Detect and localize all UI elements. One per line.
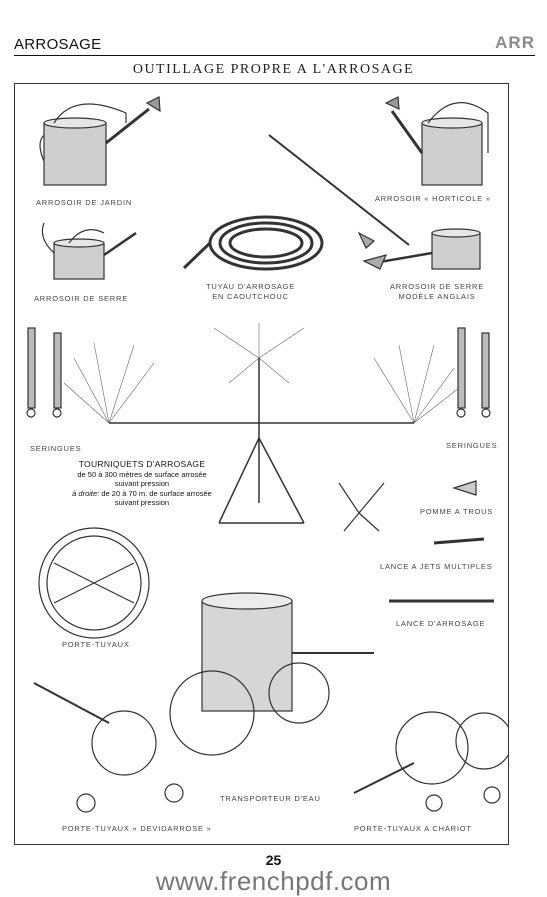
section-tab: ARR — [495, 33, 535, 52]
tourniquets-line3-rest: de 20 à 70 m. de surface arrosée — [99, 488, 212, 498]
caption-anglais-line2: MODÈLE ANGLAIS — [398, 292, 476, 301]
caption-lance-arrosage: LANCE D'ARROSAGE — [396, 619, 486, 628]
small-sprinkler-illustration — [339, 483, 384, 531]
long-lance-illustration — [269, 135, 409, 245]
tourniquets-title: TOURNIQUETS D'ARROSAGE — [78, 459, 206, 469]
watermark-link[interactable]: www.frenchpdf.com — [155, 866, 392, 896]
tourniquets-line3 — [48, 489, 236, 499]
caption-tuyau — [206, 282, 295, 302]
plate-title: OUTILLAGE PROPRE A L'ARROSAGE — [132, 62, 415, 77]
tourniquets-line4: suivant pression — [114, 498, 170, 507]
caption-arrosoir-horticole: ARROSOIR « HORTICOLE » — [375, 194, 491, 203]
multi-jet-lance-illustration — [434, 539, 484, 543]
garden-watering-can-illustration — [40, 97, 160, 185]
devidarrose-reel-illustration — [34, 683, 183, 812]
caption-lance-jets: LANCE A JETS MULTIPLES — [380, 562, 493, 571]
hose-reel-illustration — [39, 528, 149, 638]
caption-devidarrose: PORTE-TUYAUX « DEVIDARROSE » — [62, 824, 212, 833]
water-cart-illustration — [170, 593, 374, 755]
caption-seringues-left: SERINGUES — [30, 444, 82, 453]
rose-nozzle-illustration — [454, 481, 476, 495]
tourniquets-legend — [48, 460, 236, 508]
syringes-right-illustration — [457, 328, 490, 417]
tourniquets-line3-italic: à droite: — [72, 488, 100, 498]
greenhouse-watering-can-illustration — [42, 223, 136, 279]
caption-seringues-right: SERINGUES — [446, 441, 498, 450]
caption-arrosoir-anglais — [390, 282, 484, 302]
syringes-left-illustration — [27, 328, 61, 417]
hose-cart-illustration — [354, 712, 509, 811]
header-rule — [14, 55, 535, 56]
tourniquets-line2: suivant pression — [114, 479, 170, 488]
caption-anglais-line1: ARROSOIR DE SERRE — [390, 282, 485, 291]
section-title: ARROSAGE — [14, 36, 102, 53]
caption-tuyau-line1: TUYAU D'ARROSAGE — [206, 282, 296, 291]
rubber-hose-coil-illustration — [184, 217, 322, 269]
caption-porte-tuyaux: PORTE-TUYAUX — [62, 640, 130, 649]
caption-arrosoir-serre: ARROSOIR DE SERRE — [34, 294, 129, 303]
caption-tuyau-line2: EN CAOUTCHOUC — [212, 292, 289, 301]
caption-pomme: POMME A TROUS — [420, 507, 494, 516]
caption-chariot: PORTE-TUYAUX A CHARIOT — [354, 824, 472, 833]
page-number: 25 — [265, 852, 282, 868]
horticultural-watering-can-illustration — [386, 97, 488, 185]
caption-transporteur: TRANSPORTEUR D'EAU — [220, 794, 321, 803]
tourniquets-line1: de 50 à 300 mètres de surface arrosée — [77, 469, 207, 479]
caption-arrosoir-jardin: ARROSOIR DE JARDIN — [36, 198, 133, 207]
english-greenhouse-can-illustration — [359, 229, 480, 269]
